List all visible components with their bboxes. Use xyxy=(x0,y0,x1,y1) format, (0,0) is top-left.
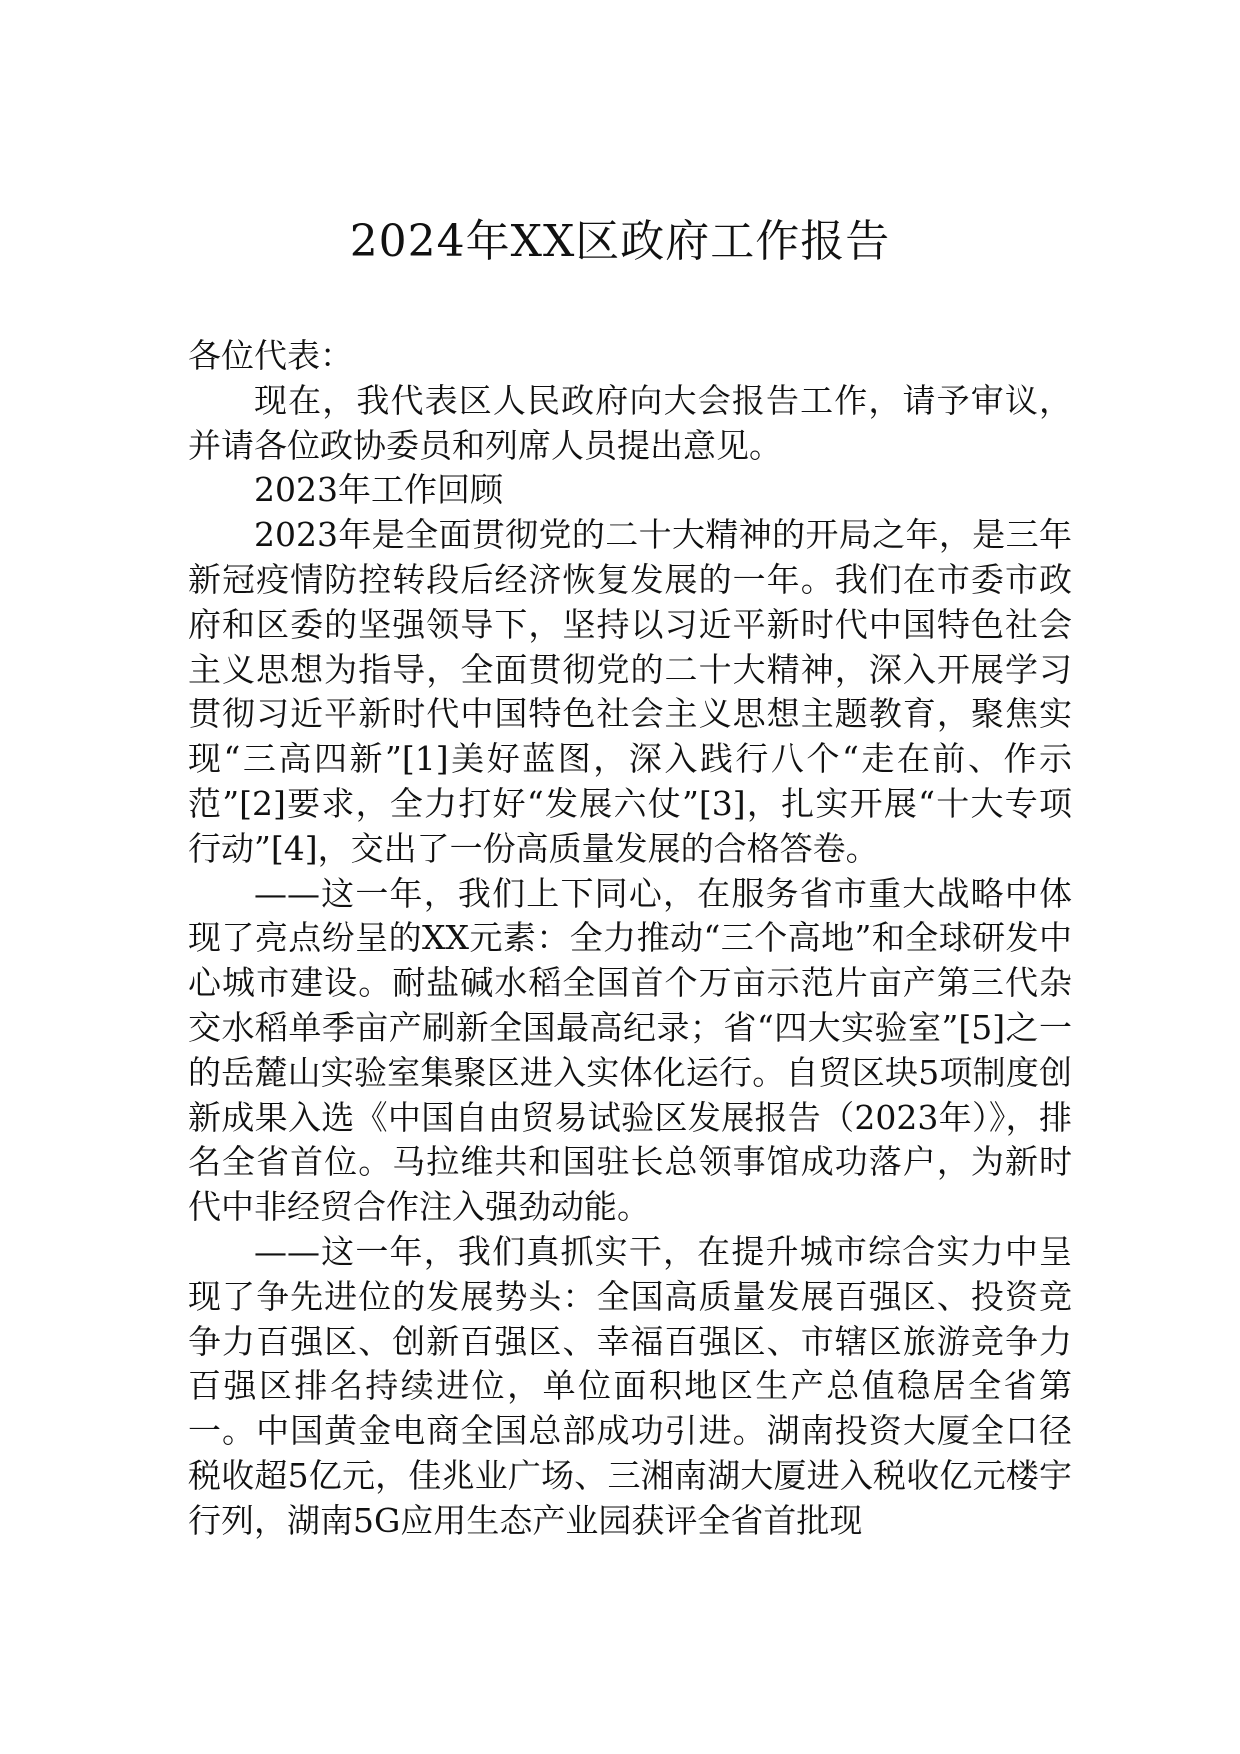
paragraph-opening: 现在，我代表区人民政府向大会报告工作，请予审议，并请各位政协委员和列席人员提出意见。 xyxy=(188,380,1072,465)
document-title: 2024年XX区政府工作报告 xyxy=(349,216,891,267)
document-body xyxy=(188,334,1072,1544)
salutation: 各位代表： xyxy=(188,336,353,375)
paragraph-review-intro: 2023年是全面贯彻党的二十大精神的开局之年，是三年新冠疫情防控转段后经济恢复发展的一年。我们在市委市政府和区委的坚强领导下，坚持以习近平新时代中国特色社会主义思想为指导，全面贯彻党的二十大精神，深入开展学习贯彻习近平新时代中国特色社会主义思想主题教育，聚焦实现“三高四新”[1]美好蓝图，深入践行八个“走在前、作示范”[2]要求，全力打好“发展六仗”[3]，扎实开展“十大专项行动”[4]，交出了一份高质量发展的合格答卷。 xyxy=(188,515,1072,868)
paragraph-strategy: ——这一年，我们上下同心，在服务省市重大战略中体现了亮点纷呈的XX元素：全力推动“三个高地”和全球研发中心城市建设。耐盐碱水稻全国首个万亩示范片亩产第三代杂交水稻单季亩产刷新全国最高纪录；省“四大实验室”[5]之一的岳麓山实验室集聚区进入实体化运行。自贸区块5项制度创新成果入选《中国自由贸易试验区发展报告（2023年）》，排名全省首位。马拉维共和国驻长总领事馆成功落户，为新时代中非经贸合作注入强劲动能。 xyxy=(188,873,1072,1227)
paragraph-development: ——这一年，我们真抓实干，在提升城市综合实力中呈现了争先进位的发展势头：全国高质量发展百强区、投资竞争力百强区、创新百强区、幸福百强区、市辖区旅游竞争力百强区排名持续进位，单位面积地区生产总值稳居全省第一。中国黄金电商全国总部成功引进。湖南投资大厦全口径税收超5亿元，佳兆业广场、三湘南湖大厦进入税收亿元楼宇行列，湖南5G应用生态产业园获评全省首批现 xyxy=(188,1231,1072,1540)
section-heading: 2023年工作回顾 xyxy=(254,470,503,510)
